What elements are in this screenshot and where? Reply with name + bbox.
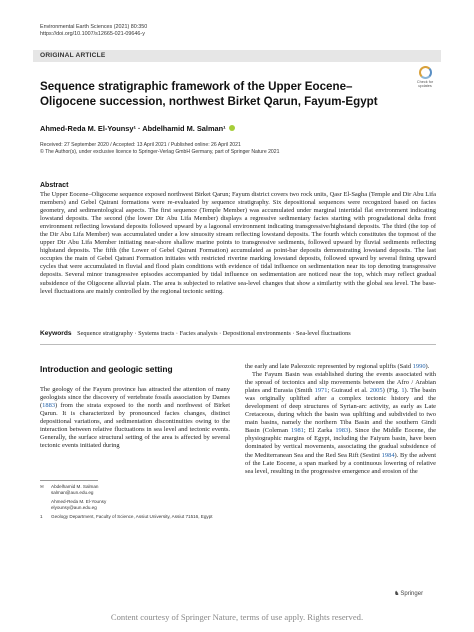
springer-horse-icon: ♞ (394, 591, 400, 597)
doi-link[interactable]: https://doi.org/10.1007/s12665-021-09646-y (40, 31, 145, 38)
figure-link[interactable]: 1 (401, 387, 405, 395)
affiliation-footnote (40, 514, 230, 520)
contact-footnote (40, 484, 230, 511)
citation-link[interactable]: 1981 (291, 427, 304, 435)
citation-link[interactable]: 1990 (412, 363, 426, 370)
check-for-updates-badge[interactable] (412, 66, 438, 89)
authors-line (40, 124, 235, 133)
citation-link[interactable]: 1983 (335, 427, 349, 435)
affiliation-mark: 1 (40, 514, 43, 519)
update-badge-line-2: updates (418, 84, 432, 89)
journal-citation: Environmental Earth Sciences (2021) 80:350 (40, 24, 148, 30)
article-title: Sequence stratigraphic framework of the Upper Eocene–Oligocene succession, northwest Birket Qarun, Fayum-Egypt (40, 80, 378, 108)
intro-paragraph-continued: the early and late Paleozoic represented by regional uplifts (Said 1990). (245, 363, 430, 370)
affiliation-text: Geology Department, Faculty of Science, Assiut University, Assiut 71516, Egypt (51, 514, 213, 519)
article-type-banner: ORIGINAL ARTICLE (33, 50, 441, 62)
publisher-name: Springer (400, 591, 424, 597)
envelope-icon: ✉ (40, 484, 44, 489)
footnotes (40, 484, 230, 523)
keywords-list: Sequence stratigraphy · Systems tracts · Facies analysis · Depositional environments · Sea-level fluctuations (77, 330, 351, 337)
keywords-line (40, 330, 351, 337)
update-badge-line-1: Check for (416, 80, 434, 84)
citation-link[interactable]: 1883 (42, 402, 56, 410)
left-column (40, 386, 230, 450)
intro-paragraph-1: The geology of the Fayum province has attracted the attention of many geologists since the discovery of vertebrate fossils association by Dames (1883) from the strata exposed to the north and northwest of Birket Qarun. It is characterized by pronounced facies changes, distinct depositional variations, and sedimentation discontinuities owing to the interaction between relative fluctuations in sea level and tectonic events. Generally, the surface structural setting of the area is affected by several tectonic events initiated during (40, 386, 230, 450)
co-author: Ahmed-Reda M. El-Younsy (51, 499, 107, 504)
abstract-heading: Abstract (40, 182, 69, 189)
corresponding-author: Abdelhamid M. Salman (51, 484, 99, 489)
citation-link[interactable]: 2005 (369, 387, 383, 395)
authors-text[interactable]: Ahmed-Reda M. El-Younsy¹ · Abdelhamid M. Salman¹ (40, 124, 226, 133)
footnote-rule (40, 480, 98, 481)
citation-link[interactable]: 1984 (381, 451, 395, 459)
publisher-logo (394, 590, 423, 597)
email-link[interactable]: elyounsy@aun.edu.eg (51, 505, 97, 510)
received-accepted-dates: Received: 27 September 2020 / Accepted: 13 April 2021 / Published online: 26 April 2021 (40, 142, 241, 148)
intro-paragraph-2: The Fayum Basin was established during the events associated with the spread of tectonics and slip movements between the Afro / Arabian plates and Eurasia (Smith 1971; Guiraud et al. 2005) (Fig. 1). The basin was originally uplifted after a complex tectonic history and the development of deep structures of Syrian-arc activity, as early as Late Cretaceous, during which the basin was uplifting and subdivided to two main basins, namely the northern Tiba Basin and the southern Gindi Basin (Coleman 1981; El Zarka 1983). Since the Middle Eocene, the physiographic margins of Egypt, including the Faiyum basin, have been dominated by vertical movements, associating the gradual subsidence of the Mediterranean Sea and the Red Sea Rift (Sestini 1984). By the advent of the Late Eocene, a span marked by a continuous lowering of relative sea level, resulting in the progressive emergence and erosion of the (245, 371, 437, 475)
publication-dates (40, 142, 279, 156)
abstract-body: The Upper Eocene–Oligocene sequence exposed northwest Birket Qarun; Fayum district covers two rock units, Qasr El-Sagha (Temple and Dir Abu Lifa members) and Gebel Qatrani formations were re-evaluated by sequence stratigraphy. Six depositional sequences were recognized based on facies geometry, and sedimentological aspects. The first sequence (Temple Member) was accumulated under marginal intertidal flat environment indicating lowstand deposits. The second (the lower Dir Abu Lifa Member) displays a regressive sedimentary facies starting with progradational delta front environment reflecting lowstand deposits followed upward by a lagoonal environment indicating transgressive/highstand deposits. The third (the top of the Dir Abu Lifa Member) was accumulated under a low sinuosity stream reflecting lowstand deposits. The fourth which constitutes the topmost of the upper Dir Abu Lifa Member initiating near-shore shallow marine points to transgressive sediments, followed upward by fluvial sediments reflecting highstand deposits. The fifth (the Lower of Gebel Qatrani Formation) accumulated as point-bar deposits demonstrating lowstand deposits. The last occupies the main of Gebel Qatrani Formation initiates with restricted riverine marking lowstand deposits, followed upward by several fining upward cycles that were accumulated in fluvial and flood plain conditions with evidence of tidal influence on sedimentation near its top denoting transgressive deposits. Several minor transgressive episodes accompanied by tidal influence on sedimentation are noticed near the top, which may reflect gradual subsidence of the Oligocene alluvial plain. The area is subjected to relative sea-level changes that show a similarity with the global sea level. The base-level fluctuations are mainly controlled by the regional tectonic setting. (40, 191, 436, 295)
section-divider (40, 344, 436, 345)
email-link[interactable]: salman@aun.edu.eg (51, 490, 94, 495)
journal-reference (40, 24, 147, 38)
update-badge-icon (419, 66, 432, 79)
citation-link[interactable]: 1971 (314, 387, 328, 395)
copyright-notice: © The Author(s), under exclusive licence to Springer-Verlag GmbH Germany, part of Springer Nature 2021 (40, 149, 280, 155)
keywords-label: Keywords (40, 330, 72, 337)
courtesy-notice: Content courtesy of Springer Nature, terms of use apply. Rights reserved. (110, 612, 364, 622)
right-column (245, 363, 436, 476)
orcid-icon[interactable] (229, 125, 235, 131)
intro-heading: Introduction and geologic setting (40, 364, 173, 374)
